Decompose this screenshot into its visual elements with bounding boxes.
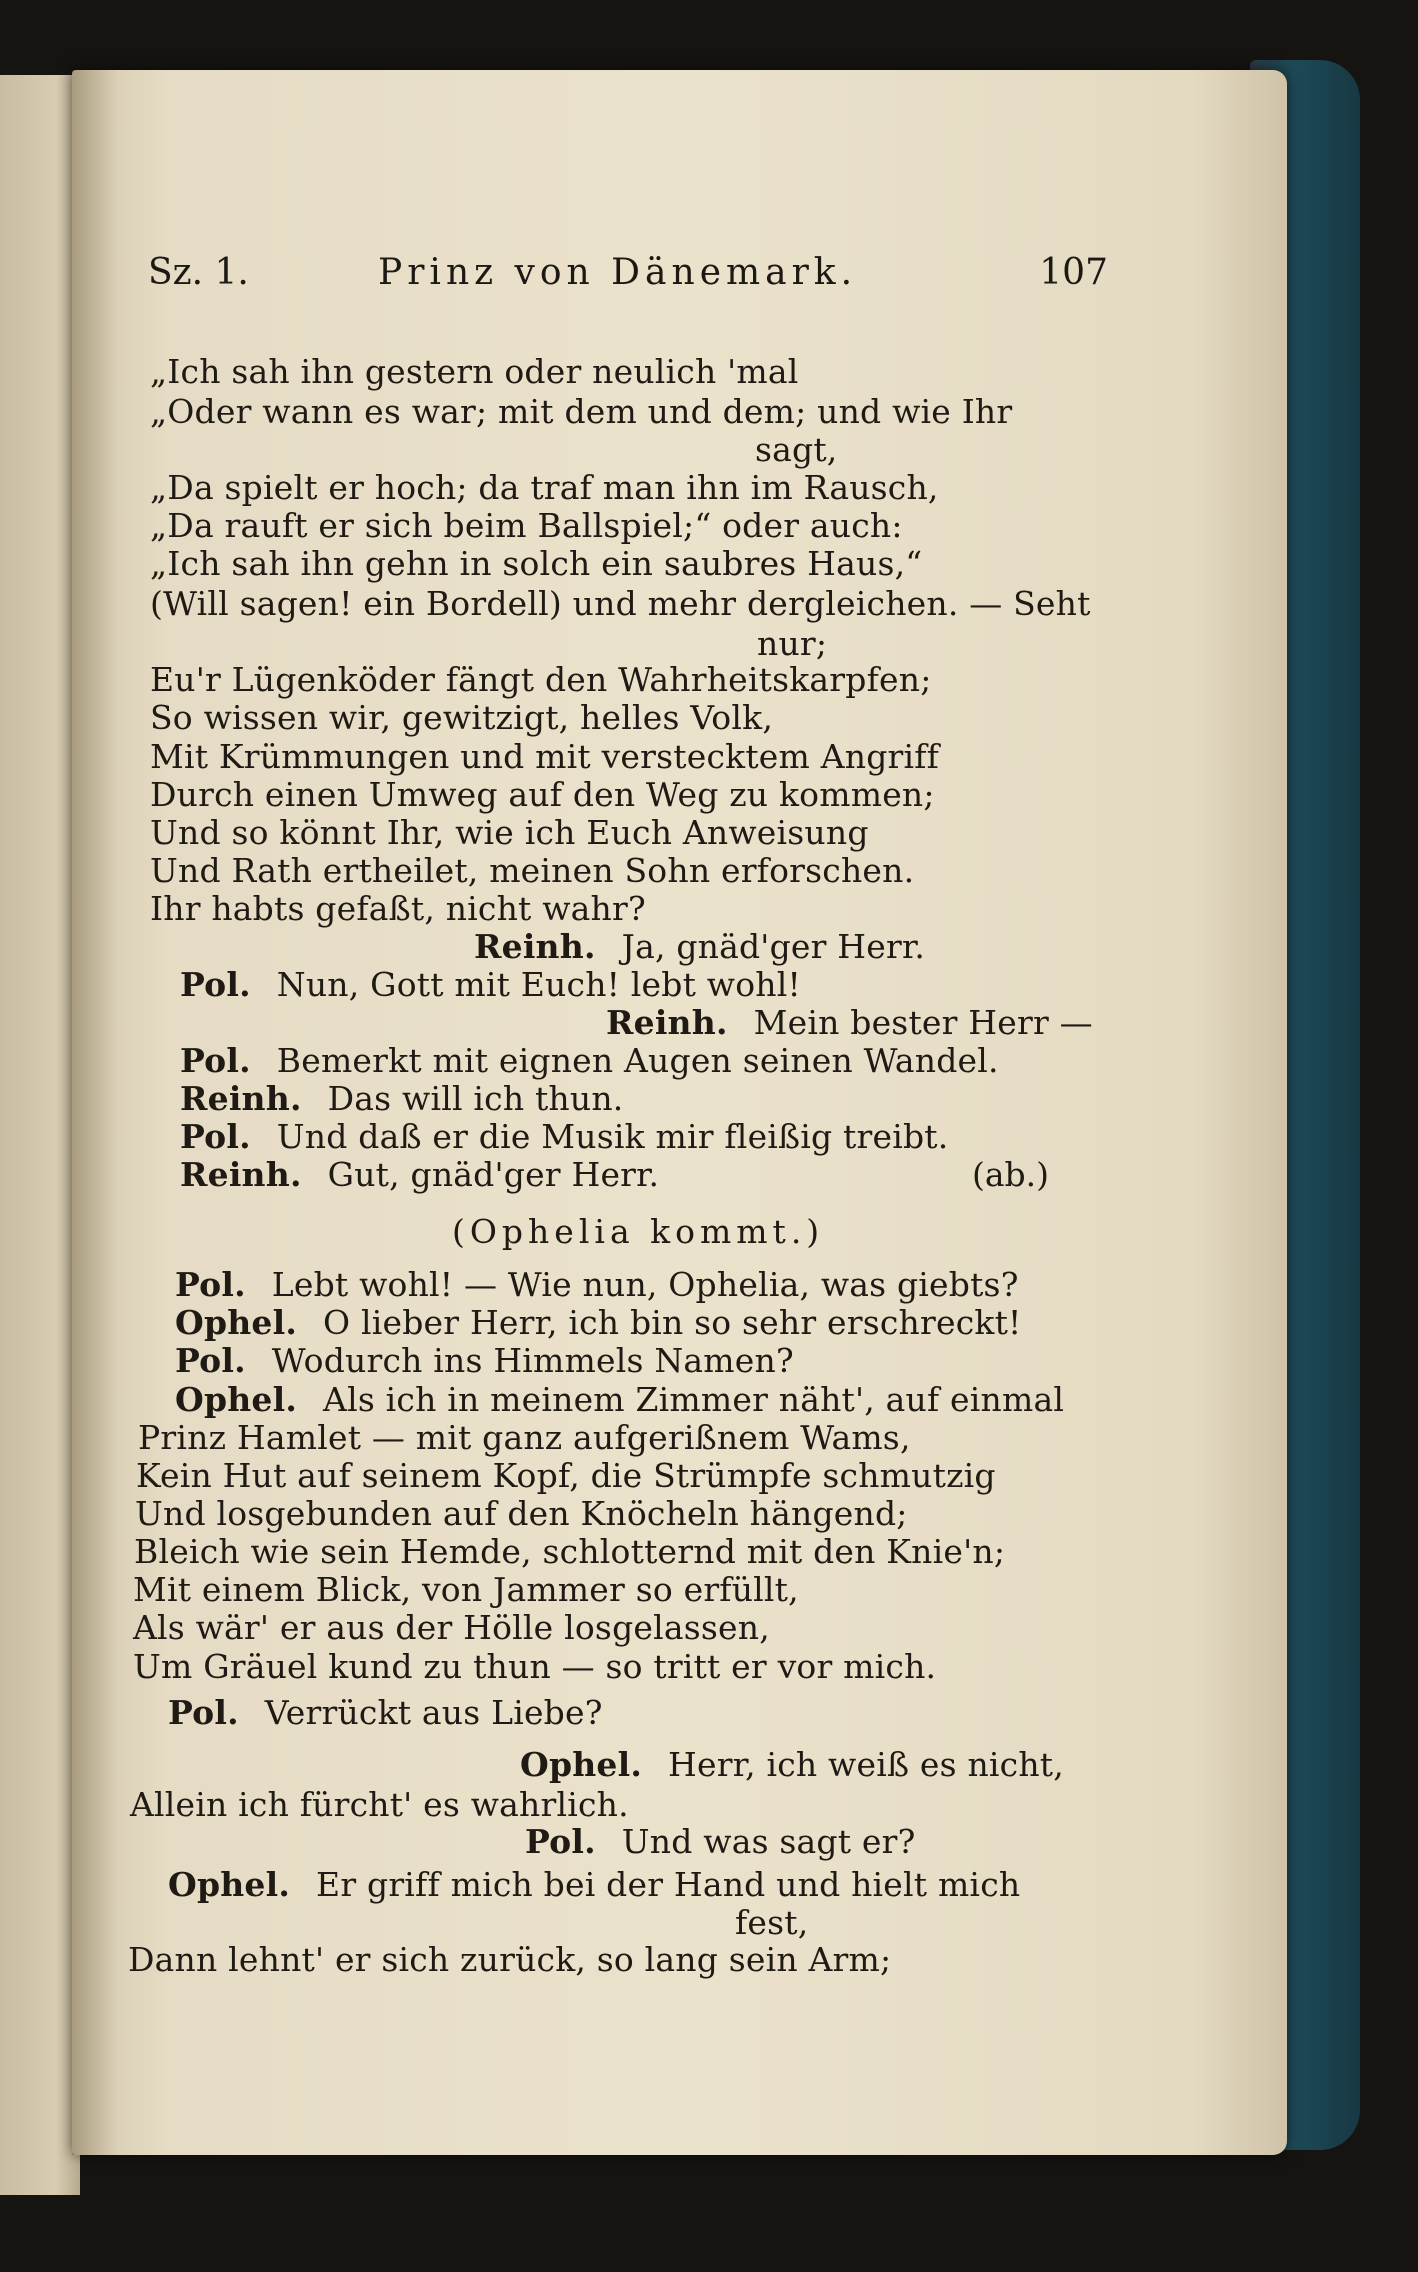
text-line: „Da rauft er sich beim Ballspiel;“ oder auch: (150, 506, 903, 545)
text-line: nur; (757, 624, 828, 663)
text-line: So wissen wir, gewitzigt, helles Volk, (150, 698, 774, 737)
text-line: sagt, (755, 430, 838, 469)
dialogue-line: Pol. Verrückt aus Liebe? (168, 1693, 603, 1732)
dialogue-line: Ophel. Herr, ich weiß es nicht, (520, 1745, 1064, 1784)
dialogue-line: Reinh. Mein bester Herr — (606, 1003, 1093, 1042)
speaker-name: Pol. (180, 1041, 251, 1080)
page-gutter-shadow (72, 70, 118, 2155)
text-line: fest, (735, 1903, 809, 1942)
speaker-name: Reinh. (606, 1003, 728, 1042)
text-line: Und Rath ertheilet, meinen Sohn erforschen. (150, 851, 915, 890)
dialogue-line: Pol. Nun, Gott mit Euch! lebt wohl! (180, 965, 801, 1004)
dialogue-line: Pol. Und was sagt er? (525, 1822, 916, 1861)
dialogue-line: Reinh. Ja, gnäd'ger Herr. (474, 927, 926, 966)
speaker-name: Pol. (180, 965, 251, 1004)
left-page-edge (0, 75, 80, 2195)
text-line: „Oder wann es war; mit dem und dem; und wie Ihr (150, 392, 1013, 431)
text-line: Dann lehnt' er sich zurück, so lang sein Arm; (128, 1940, 892, 1979)
running-title: Prinz von Dänemark. (378, 252, 858, 293)
dialogue-line: Reinh. Das will ich thun. (180, 1079, 624, 1118)
text-line: „Da spielt er hoch; da traf man ihn im Rausch, (150, 468, 939, 507)
text-line: Als wär' er aus der Hölle losgelassen, (133, 1608, 770, 1647)
text-line: Und so könnt Ihr, wie ich Euch Anweisung (150, 813, 869, 852)
text-line: „Ich sah ihn gestern oder neulich 'mal (150, 352, 799, 391)
scene-label: Sz. 1. (148, 252, 249, 293)
speaker-name: Reinh. (180, 1079, 302, 1118)
text-line: Kein Hut auf seinem Kopf, die Strümpfe schmutzig (136, 1456, 996, 1495)
text-line: Um Gräuel kund zu thun — so tritt er vor mich. (133, 1647, 937, 1686)
dialogue-line: Pol. Bemerkt mit eignen Augen seinen Wandel. (180, 1041, 999, 1080)
text-line: Allein ich fürcht' es wahrlich. (130, 1785, 629, 1824)
page-number: 107 (1039, 252, 1108, 293)
speaker-name: Reinh. (474, 927, 596, 966)
dialogue-line: Ophel. Als ich in meinem Zimmer näht', auf einmal (175, 1380, 1065, 1419)
text-line: Mit einem Blick, von Jammer so erfüllt, (133, 1570, 799, 1609)
running-header (148, 252, 1108, 308)
dialogue-line: Pol. Wodurch ins Himmels Namen? (175, 1341, 794, 1380)
speaker-name: Pol. (525, 1822, 596, 1861)
speaker-name: Pol. (175, 1341, 246, 1380)
speaker-name: Ophel. (175, 1380, 298, 1419)
dialogue-line: Pol. Und daß er die Musik mir fleißig treibt. (180, 1117, 949, 1156)
speaker-name: Pol. (175, 1265, 246, 1304)
text-line: Durch einen Umweg auf den Weg zu kommen; (150, 775, 935, 814)
dialogue-line: Ophel. O lieber Herr, ich bin so sehr erschreckt! (175, 1303, 1022, 1342)
stage-direction-exit: (ab.) (972, 1155, 1050, 1194)
text-line: Eu'r Lügenköder fängt den Wahrheitskarpfen; (150, 660, 932, 699)
speaker-name: Ophel. (520, 1745, 643, 1784)
text-line: Ihr habts gefaßt, nicht wahr? (150, 889, 646, 928)
text-line: „Ich sah ihn gehn in solch ein saubres Haus,“ (150, 544, 923, 583)
speaker-name: Pol. (180, 1117, 251, 1156)
text-line: Und losgebunden auf den Knöcheln hängend; (135, 1494, 908, 1533)
text-line: (Will sagen! ein Bordell) und mehr dergleichen. — Seht (150, 584, 1091, 623)
speaker-name: Ophel. (168, 1865, 291, 1904)
speaker-name: Ophel. (175, 1303, 298, 1342)
text-line: Mit Krümmungen und mit verstecktem Angriff (150, 737, 940, 776)
speaker-name: Reinh. (180, 1155, 302, 1194)
text-line: Prinz Hamlet — mit ganz aufgerißnem Wams, (138, 1418, 911, 1457)
dialogue-line: Reinh. Gut, gnäd'ger Herr. (180, 1155, 660, 1194)
speaker-name: Pol. (168, 1693, 239, 1732)
stage-direction: (Ophelia kommt.) (452, 1212, 825, 1251)
dialogue-line: Pol. Lebt wohl! — Wie nun, Ophelia, was giebts? (175, 1265, 1019, 1304)
dialogue-line: Ophel. Er griff mich bei der Hand und hielt mich (168, 1865, 1021, 1904)
text-line: Bleich wie sein Hemde, schlotternd mit den Knie'n; (134, 1532, 1006, 1571)
